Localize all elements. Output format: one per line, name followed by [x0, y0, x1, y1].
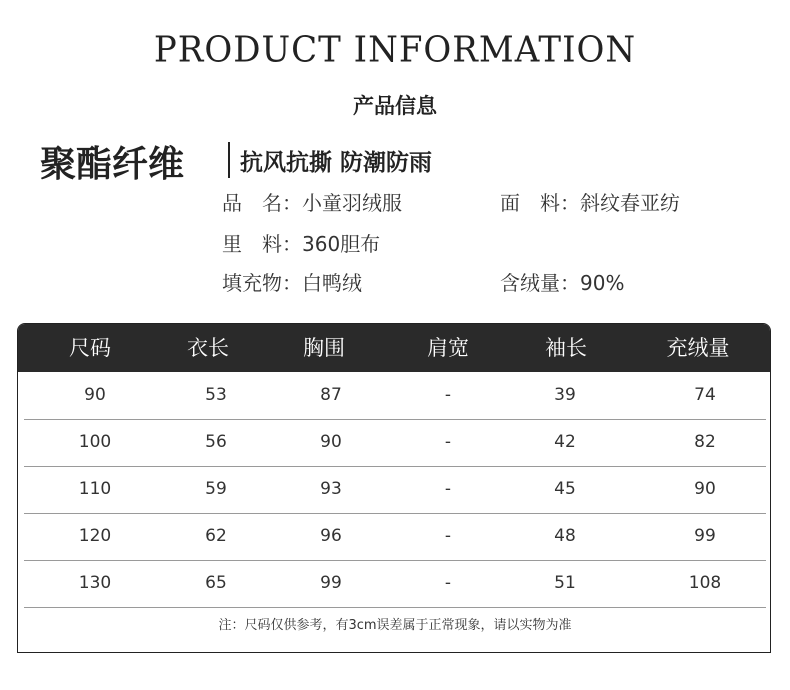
- col-sleeve-header: 袖长: [545, 336, 587, 360]
- cell-chest: 90: [320, 432, 342, 452]
- info-value: 90%: [580, 271, 625, 295]
- cell-length: 56: [205, 432, 227, 452]
- info-lining: [222, 228, 380, 257]
- cell-chest: 93: [320, 479, 342, 499]
- cell-chest: 99: [320, 573, 342, 593]
- col-chest-header: 胸围: [303, 336, 345, 360]
- row-divider: [24, 607, 766, 608]
- cell-down-fill: 108: [688, 573, 722, 593]
- material-features: 抗风抗撕 防潮防雨: [240, 150, 433, 176]
- cell-length: 62: [205, 526, 227, 546]
- table-row: [18, 466, 771, 513]
- info-value: 斜纹春亚纺: [580, 191, 680, 215]
- info-product-name: [222, 187, 402, 216]
- info-label: 品 名：: [222, 191, 302, 215]
- table-row: [18, 372, 771, 419]
- cell-down-fill: 90: [694, 479, 716, 499]
- cell-down-fill: 82: [694, 432, 716, 452]
- title-divider: [228, 142, 230, 178]
- cell-sleeve: 48: [554, 526, 576, 546]
- title-english: PRODUCT INFORMATION: [153, 29, 637, 71]
- info-value: 小童羽绒服: [302, 191, 402, 215]
- info-label: 填充物：: [222, 271, 302, 295]
- cell-sleeve: 42: [554, 432, 576, 452]
- col-shoulder-header: 肩宽: [427, 336, 469, 360]
- cell-size: 120: [78, 526, 112, 546]
- cell-sleeve: 45: [554, 479, 576, 499]
- table-row: [18, 419, 771, 466]
- info-label: 里 料：: [222, 232, 302, 256]
- table-header: [18, 324, 771, 372]
- cell-size: 130: [78, 573, 112, 593]
- info-value: 白鸭绒: [302, 271, 362, 295]
- info-down-content: [500, 267, 624, 296]
- cell-shoulder: -: [444, 432, 452, 452]
- size-note: 注：尺码仅供参考，有3cm误差属于正常现象，请以实物为准: [218, 618, 572, 633]
- cell-shoulder: -: [444, 479, 452, 499]
- cell-size: 100: [78, 432, 112, 452]
- cell-length: 65: [205, 573, 227, 593]
- cell-chest: 87: [320, 385, 342, 405]
- material-name: 聚酯纤维: [40, 144, 185, 185]
- cell-size: 90: [84, 385, 106, 405]
- cell-shoulder: -: [444, 573, 452, 593]
- cell-sleeve: 39: [554, 385, 576, 405]
- cell-length: 59: [205, 479, 227, 499]
- size-table: [17, 323, 771, 653]
- info-label: 含绒量：: [500, 271, 580, 295]
- cell-length: 53: [205, 385, 227, 405]
- cell-shoulder: -: [444, 526, 452, 546]
- table-row: [18, 513, 771, 560]
- cell-down-fill: 74: [694, 385, 716, 405]
- col-size-header: 尺码: [69, 336, 111, 360]
- info-filling: [222, 267, 362, 296]
- cell-chest: 96: [320, 526, 342, 546]
- info-label: 面 料：: [500, 191, 580, 215]
- info-fabric: [500, 187, 680, 216]
- cell-down-fill: 99: [694, 526, 716, 546]
- cell-size: 110: [78, 479, 112, 499]
- col-length-header: 衣长: [187, 336, 229, 360]
- cell-sleeve: 51: [554, 573, 576, 593]
- cell-shoulder: -: [444, 385, 452, 405]
- table-row: [18, 560, 771, 607]
- col-down-fill-header: 充绒量: [666, 336, 730, 360]
- info-value: 360胆布: [302, 232, 381, 256]
- title-chinese: 产品信息: [353, 94, 437, 118]
